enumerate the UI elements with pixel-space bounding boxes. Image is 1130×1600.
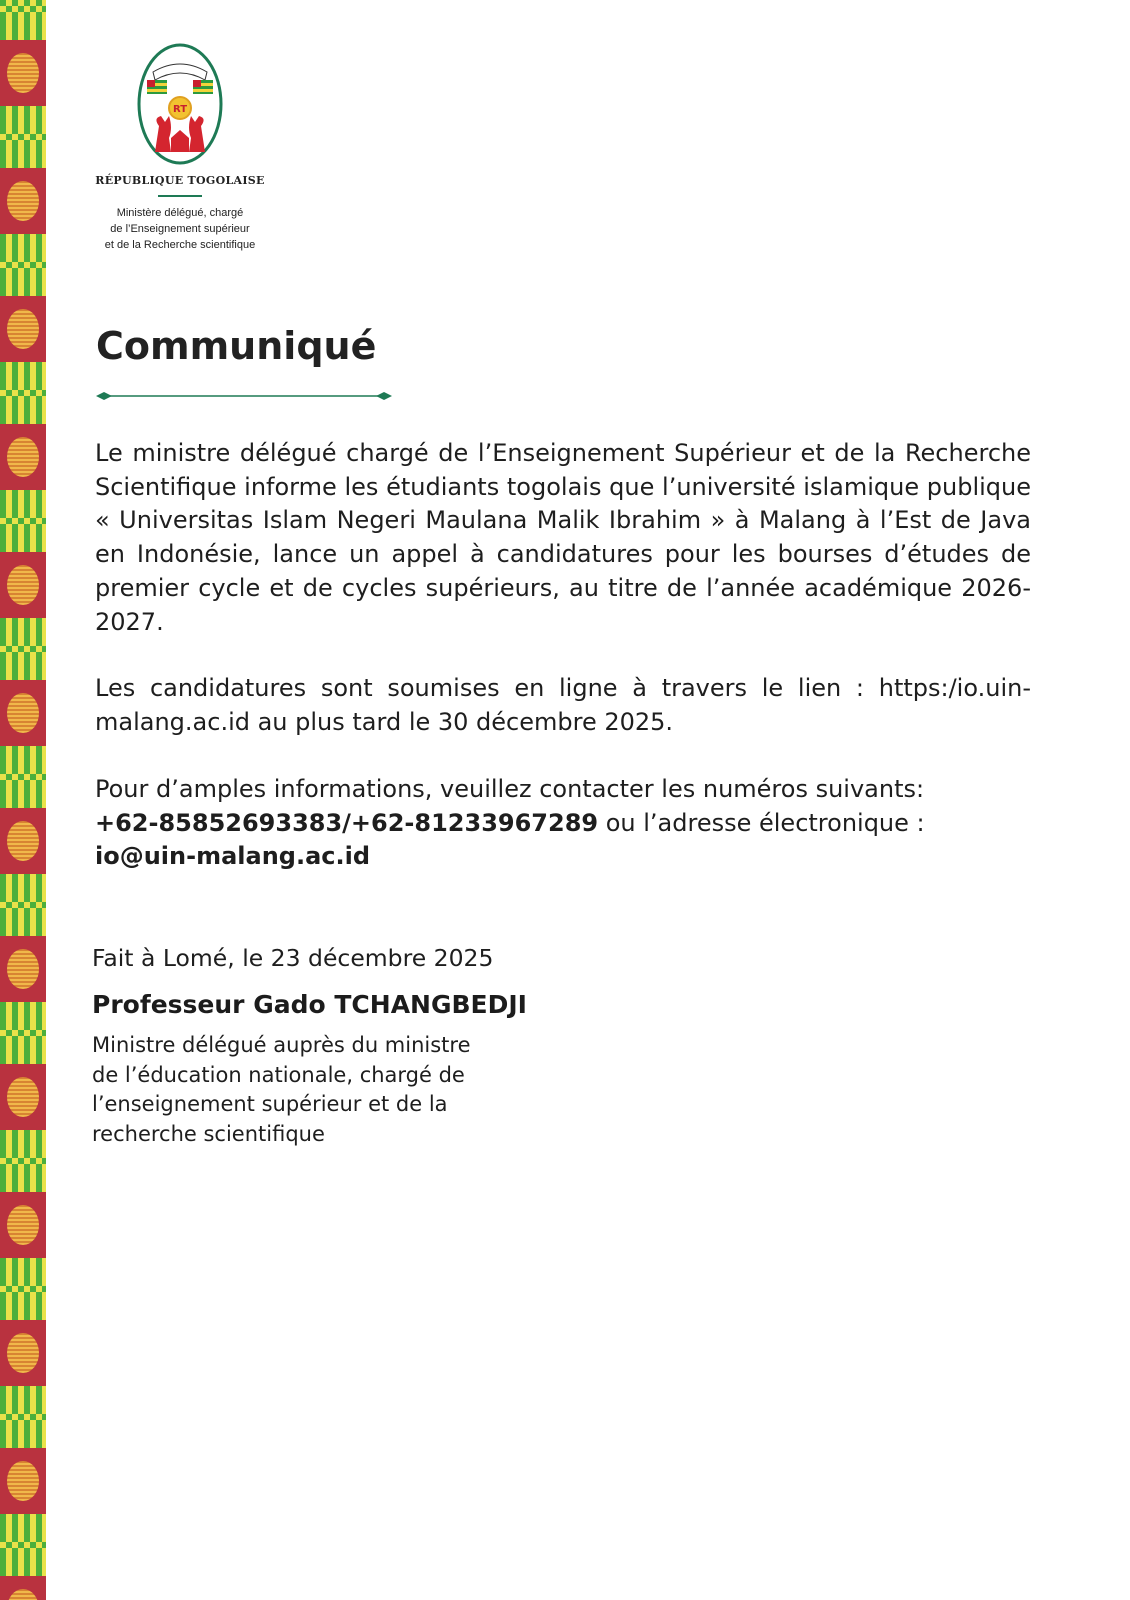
signatory-title: Ministre délégué auprès du ministre de l’éducation nationale, chargé de l’enseignement supérieur et de la recherche scientifique [92, 1033, 471, 1146]
page-title: Communiqué [96, 324, 377, 368]
signatory-name: Professeur Gado TCHANGBEDJI [92, 990, 527, 1019]
kente-medallion-tile [0, 552, 46, 618]
coat-of-arms-icon [135, 42, 225, 166]
kente-stripe-tile [0, 234, 46, 296]
kente-medallion-tile [0, 296, 46, 362]
kente-medallion-tile [0, 808, 46, 874]
kente-stripe-tile [0, 1514, 46, 1576]
kente-medallion-tile [0, 936, 46, 1002]
email-address: io@uin-malang.ac.id [95, 842, 371, 871]
kente-medallion-tile [0, 1064, 46, 1130]
kente-stripe-tile [0, 874, 46, 936]
kente-stripe-tile [0, 490, 46, 552]
contact-intro: Pour d’amples informations, veuillez contacter les numéros suivants: [95, 775, 925, 803]
kente-medallion-tile [0, 680, 46, 746]
kente-medallion-tile [0, 168, 46, 234]
communique-paragraph-2: Les candidatures sont soumises en ligne à travers le lien : https:/io.uin-malang.ac.id au plus tard le 30 décembre 2025. [95, 674, 1031, 736]
kente-medallion-tile [0, 1192, 46, 1258]
communique-paragraph-1: Le ministre délégué chargé de l’Enseignement Supérieur et de la Recherche Scientifique informe les étudiants togolais que l’université islamique publique « Universitas Islam Negeri Maulana Malik Ibrahim » à Malang à l’Est de Java en Indonésie, lance un appel à candidatures pour les bourses d’études de premier cycle et de cycles supérieurs, au titre de l’année académique 2026-2027. [95, 439, 1031, 636]
phone-numbers: +62-85852693383/+62-81233967289 [95, 808, 599, 837]
flag-right-icon [193, 80, 213, 94]
svg-text:RT: RT [172, 104, 188, 115]
email-label: ou l’adresse électronique : [598, 808, 925, 837]
kente-stripe-tile [0, 618, 46, 680]
kente-stripe-tile [0, 1386, 46, 1448]
kente-stripe-tile [0, 1130, 46, 1192]
country-name: RÉPUBLIQUE TOGOLAISE [95, 174, 265, 187]
kente-medallion-tile [0, 1448, 46, 1514]
signature-block [92, 944, 527, 1149]
kente-stripe-tile [0, 746, 46, 808]
kente-stripe-tile [0, 106, 46, 168]
title-underline-decoration [96, 389, 392, 403]
place-date: Fait à Lomé, le 23 décembre 2025 [92, 944, 494, 972]
kente-medallion-tile [0, 1576, 46, 1600]
kente-stripe-tile [0, 0, 46, 40]
kente-stripe-tile [0, 1002, 46, 1064]
kente-stripe-tile [0, 1258, 46, 1320]
ministry-name: Ministère délégué, chargé de l’Enseignement supérieur et de la Recherche scientifique [104, 207, 256, 251]
flag-left-icon [147, 80, 167, 94]
divider [158, 195, 202, 197]
kente-medallion-tile [0, 424, 46, 490]
kente-stripe-tile [0, 362, 46, 424]
ministry-letterhead [90, 42, 270, 253]
communique-paragraph-3 [95, 773, 1031, 874]
kente-border [0, 0, 46, 1600]
kente-medallion-tile [0, 1320, 46, 1386]
kente-medallion-tile [0, 40, 46, 106]
